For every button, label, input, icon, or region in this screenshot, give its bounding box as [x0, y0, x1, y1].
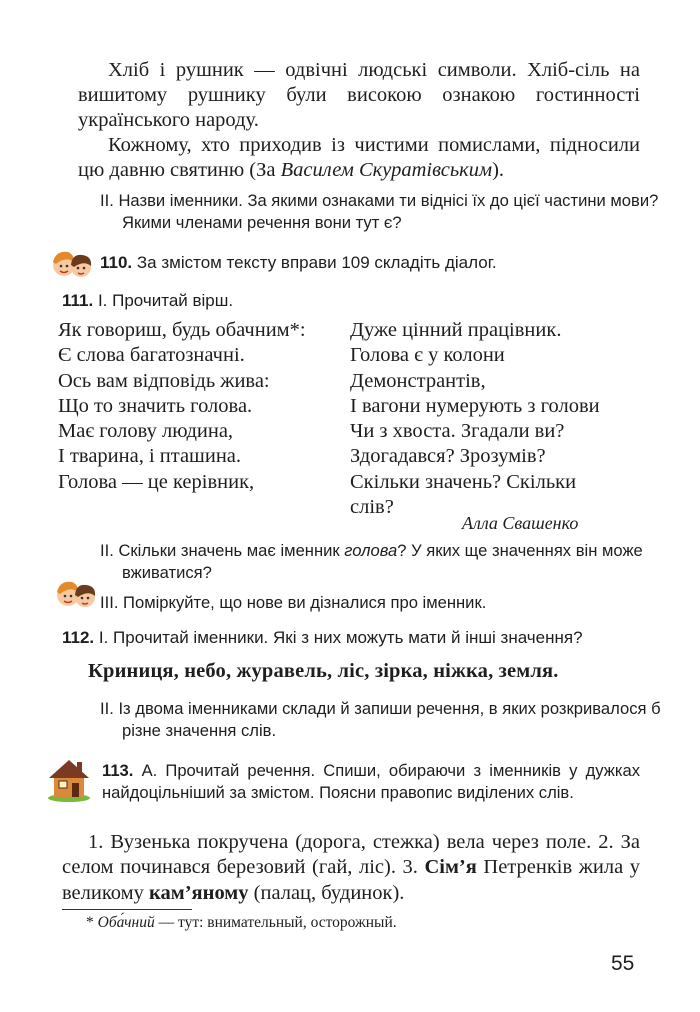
footnote-divider	[62, 909, 192, 910]
poem-line: Що то значить голова.	[58, 394, 253, 417]
poem-line: Здогадався? Зрозумів?	[350, 445, 546, 468]
highlighted-word: голова	[344, 541, 398, 560]
exercise-113-task-text: А. Прочитай речення. Спиши, обираючи з іменників у дужках найдоцільніший за змістом. Поясни правопис виділених слів.	[102, 761, 640, 802]
poem-line: Має голову людина,	[58, 420, 234, 443]
highlighted-word: Сім’я	[424, 856, 477, 879]
poem-line: Демонстрантів,	[350, 369, 486, 392]
task-text: ? У яких ще значеннях він може вживатися?	[122, 541, 643, 582]
footnote-term: Оба́чний	[97, 914, 155, 931]
sentence-text: (палац, будинок).	[248, 881, 405, 904]
exercise-112-task-1-text: I. Прочитай іменники. Які з них можуть мати й інші значення?	[98, 628, 583, 647]
paragraph-2-end: ).	[492, 159, 505, 181]
poem-line: Голова є у колони	[350, 344, 505, 367]
poem-right-column	[350, 318, 645, 520]
page-number: 55	[611, 952, 635, 975]
exercise-number: 112.	[62, 628, 95, 647]
poem-line: І вагони нумерують з голови	[350, 394, 600, 417]
poem-line: Є слова багатозначні.	[58, 344, 245, 367]
exercise-number: 110.	[100, 253, 133, 272]
pair-work-children-icon	[54, 578, 98, 610]
nouns-list: Криниця, небо, журавель, ліс, зірка, ніжка, земля.	[88, 660, 559, 682]
sentence-text: 1. Вузенька покручена (дорога, стежка) вела через поле. 2. За селом починався березовий (гай, ліс). 3.	[62, 831, 640, 879]
exercise-number: 111.	[62, 291, 94, 310]
source-author: Василем Скуратівським	[280, 159, 493, 181]
text-paragraph-1	[78, 58, 640, 183]
exercise-110	[100, 252, 640, 274]
poem-line: Голова — це керівник,	[58, 470, 255, 493]
footnote-definition: — тут: внимательный, осторожный.	[154, 914, 397, 931]
exercise-111-task-2	[100, 540, 662, 583]
poem-line: Чи з хвоста. Згадали ви?	[350, 420, 565, 443]
exercise-112-task-1	[62, 627, 642, 649]
exercise-111-task-1-text: I. Прочитай вірш.	[97, 291, 234, 310]
poem-line: слів?	[350, 496, 394, 519]
paragraph-2	[78, 133, 640, 183]
exercise-112-task-2: II. Із двома іменниками склади й запиши речення, в яких розкривалося б різне значення слів.	[100, 699, 661, 740]
poem-left-column	[58, 318, 348, 495]
exercise-111-task-3: III. Поміркуйте, що нове ви дізналися про іменник.	[100, 593, 487, 612]
exercise-110-text: За змістом тексту вправи 109 складіть діалог.	[136, 253, 497, 272]
footnote	[86, 914, 397, 932]
paragraph-text: Хліб і рушник — одвічні людські символи. Хліб-сіль на вишитому рушнику були високою ознакою гостинності українського народу.	[78, 59, 640, 131]
exercise-111-task-1	[62, 290, 622, 312]
exercise-number: 113.	[102, 761, 134, 780]
exercise-113-task	[102, 760, 640, 803]
sentence-text: Петренків жила у великому	[62, 856, 640, 904]
exercise-109-task-2: II. Назви іменники. За якими ознаками ти віднісі їх до цієї частини мови? Якими членами речення вони тут є?	[100, 191, 659, 232]
highlighted-word: кам’яному	[149, 881, 249, 904]
poem-author: Алла Свашенко	[462, 513, 579, 533]
paragraph-2-text: Кожному, хто приходив із чистими помислами, підносили цю давню святиню (За	[78, 134, 640, 181]
poem-line: Як говориш, будь обачним*:	[58, 319, 306, 341]
exercise-113-sentences	[62, 830, 640, 906]
poem-line: Ось вам відповідь жива:	[58, 369, 270, 392]
homework-house-icon	[46, 756, 92, 802]
poem-line: І тварина, і пташина.	[58, 445, 242, 468]
footnote-marker: *	[86, 914, 94, 931]
task-text: II. Скільки значень має іменник	[100, 541, 345, 560]
poem-line: Дуже цінний працівник.	[350, 319, 562, 341]
poem-line: Скільки значень? Скільки	[350, 470, 577, 493]
pair-work-children-icon	[50, 248, 94, 280]
